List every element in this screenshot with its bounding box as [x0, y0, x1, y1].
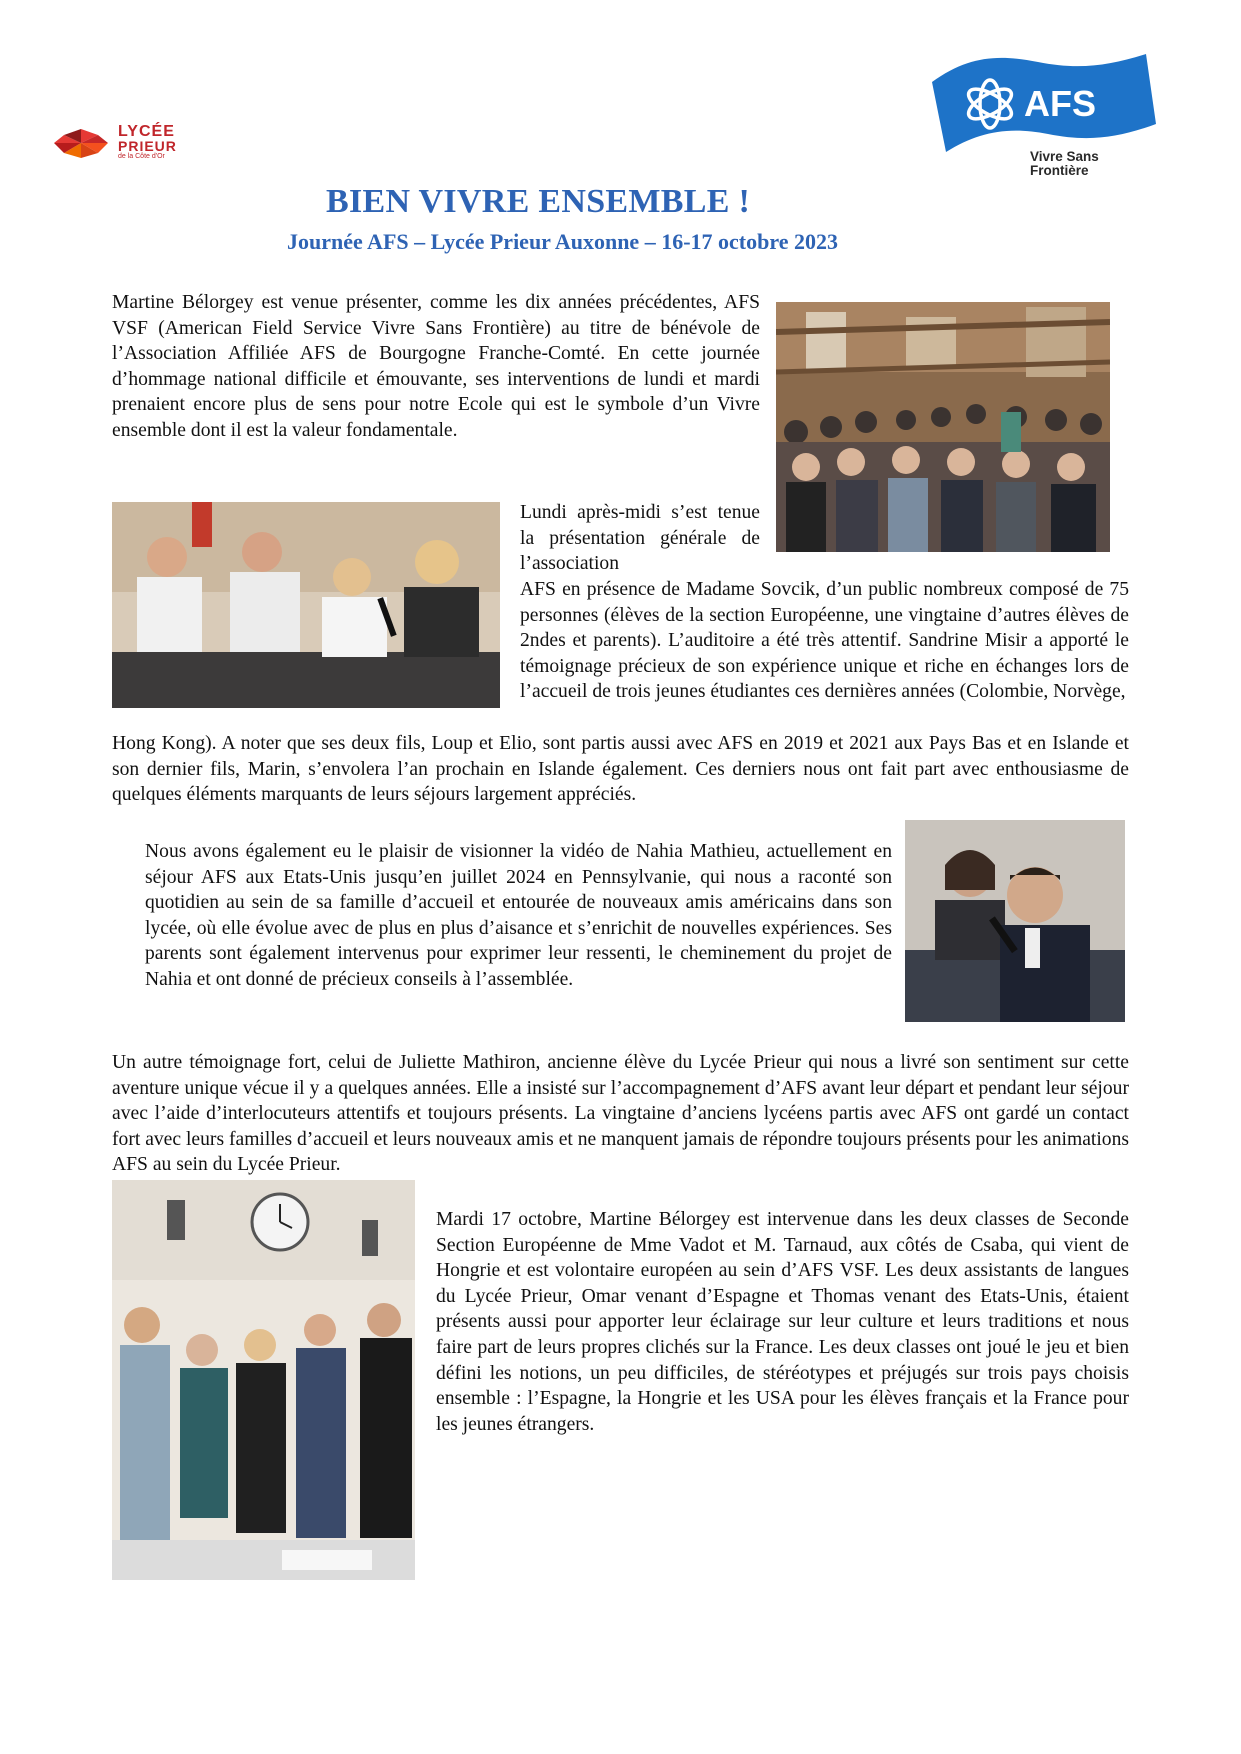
group-classroom-photo [112, 1180, 415, 1580]
paragraph-lundi-part2: AFS en présence de Madame Sovcik, d’un public nombreux composé de 75 personnes (élèves de la section Européenne, une vingtaine d’autres élèves de 2ndes et parents). L’auditoire a été très attentif. Sandrine Misir a apporté le témoignage précieux de son expérience unique et riche en échanges lors de l’accueil de trois jeunes étudiantes ces dernières années (Colombie, Norvège, [520, 579, 1129, 703]
paragraph-lundi-part1: Lundi après-midi s’est tenue la présentation générale de l’association [520, 502, 760, 575]
speaker-microphone-photo [905, 820, 1125, 1022]
lycee-emblem-icon [48, 125, 114, 161]
page-title: BIEN VIVRE ENSEMBLE ! [326, 183, 751, 220]
afs-tagline-line1: Vivre Sans [1030, 149, 1099, 164]
panel-speakers-photo [112, 502, 500, 708]
paragraph-temoignage-juliette: Un autre témoignage fort, celui de Juliette Mathiron, ancienne élève du Lycée Prieur qui nous a livré son sentiment sur cette aventure unique vécue il y a quelques années. Elle a insisté sur l’accompagnement d’AFS avant leur départ et pendant leur séjour avec l’aide d’interlocuteurs attentifs et toujours présents. La vingtaine d’anciens lycéens partis avec AFS ont gardé un contact fort avec leurs familles d’accueil et leurs nouveaux amis et ne manquent jamais de répondre toujours présents pour les animations AFS au sein du Lycée Prieur. [112, 1052, 1129, 1176]
audience-photo [776, 302, 1110, 552]
page-subtitle: Journée AFS – Lycée Prieur Auxonne – 16-17 octobre 2023 [287, 229, 838, 254]
paragraph-intro: Martine Bélorgey est venue présenter, comme les dix années précédentes, AFS VSF (American Field Service Vivre Sans Frontière) au titre de bénévole de l’Association Affiliée AFS de Bourgogne Franche-Comté. En cette journée d’hommage national difficile et émouvante, ses interventions de lundi et mardi prenaient encore plus de sens pour notre Ecole qui est le symbole d’un Vivre ensemble dont il est la valeur fondamentale. [112, 292, 760, 441]
afs-logo [928, 52, 1160, 200]
lycee-logo-line3: de la Côte d'Or [118, 153, 165, 160]
paragraph-mardi: Mardi 17 octobre, Martine Bélorgey est intervenue dans les deux classes de Seconde Section Européenne de Mme Vadot et M. Tarnaud, aux côtés de Csaba, qui vient de Hongrie et est volontaire européen au sein d’AFS VSF. Les deux assistants de langues du Lycée Prieur, Omar venant d’Espagne et Thomas venant des Etats-Unis, étaient présents aussi pour apporter leur éclairage sur leur culture et leurs traditions et nous faire part de leurs propres clichés sur la France. Les deux classes ont joué le jeu et bien défini les notions, un peu difficiles, de stéréotypes et préjugés sur trois pays choisis ensemble : l’Espagne, la Hongrie et les USA pour les élèves français et la France pour les jeunes étrangers. [436, 1209, 1129, 1435]
lycee-prieur-logo [48, 123, 208, 163]
lycee-logo-line2: PRIEUR [118, 138, 177, 154]
afs-tagline-line2: Frontière [1030, 163, 1089, 178]
paragraph-video-nahia: Nous avons également eu le plaisir de visionner la vidéo de Nahia Mathieu, actuellement en séjour AFS aux Etats-Unis jusqu’en juillet 2024 en Pennsylvanie, qui nous a raconté son quotidien au sein de sa famille d’accueil et entourée de nouveaux amis américains dans son lycée, où elle évolue avec de plus en plus d’aisance et s’enrichit de nouvelles expériences. Ses parents sont également intervenus pour exprimer leur ressenti, le cheminement du projet de Nahia et ont donné de précieux conseils à l’assemblée. [145, 841, 892, 990]
afs-brand-text: AFS [1024, 83, 1096, 124]
afs-flag-icon [928, 52, 1160, 152]
paragraph-lundi-part3: Hong Kong). A noter que ses deux fils, Loup et Elio, sont partis aussi avec AFS en 2019 et 2021 aux Pays Bas et en Islande et son dernier fils, Marin, s’envolera l’an prochain en Islande également. Ces derniers nous ont fait part avec enthousiasme de quelques éléments marquants de leurs séjours largement appréciés. [112, 733, 1129, 806]
lycee-logo-line1: LYCÉE [118, 123, 175, 140]
afs-tagline [1030, 150, 1099, 178]
